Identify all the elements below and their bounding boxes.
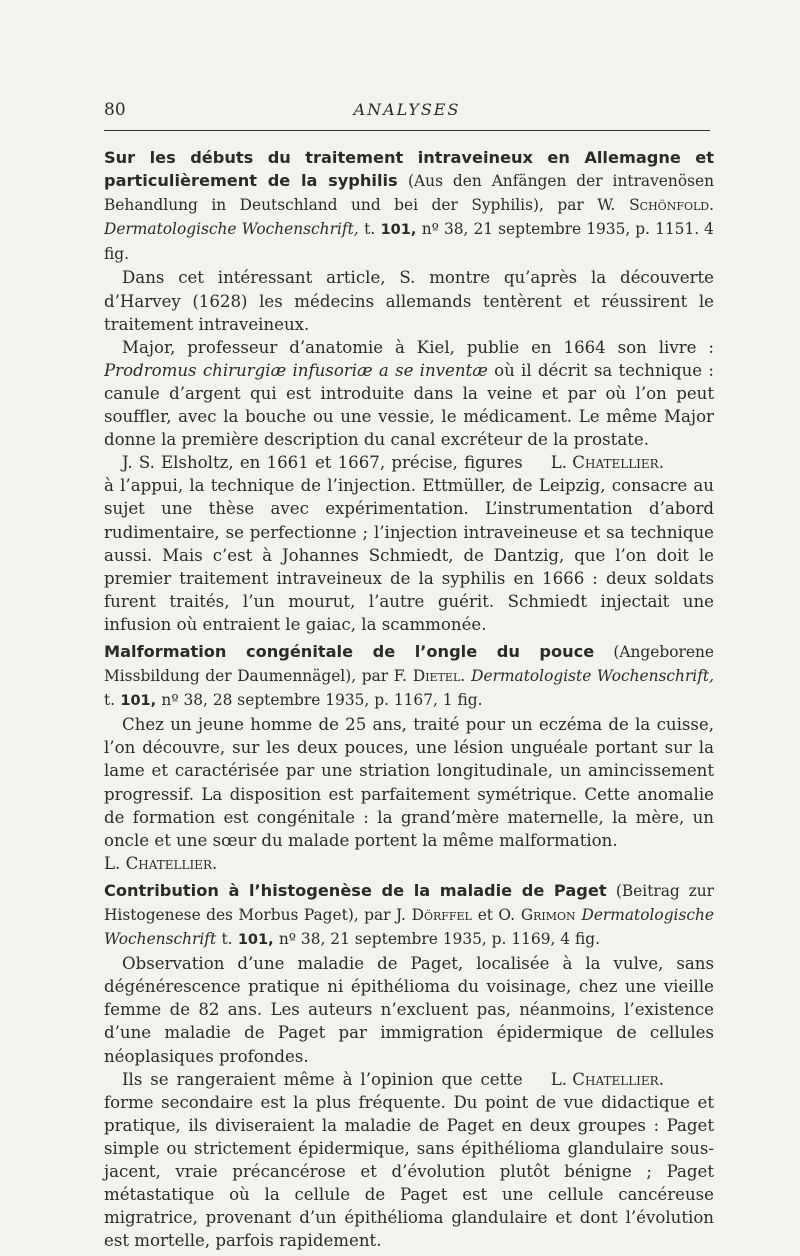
paragraph-text: J. S. Elsholtz, en 1661 et 1667, précise, figures à l’appui, la technique de l’injection. Ettmüller, de Leipzig, consacre au sujet une thèse avec expérimentation. L’instrumentation d’abord rudimentaire, se perfectionne ; l’injection intraveineuse et sa technique aussi. Mais c’est à Johannes Schmiedt, de Dantzig, que l’on doit le premier traitement intraveineux de la syphilis en 1666 : deux soldats furent traités, l’un mourut, l’autre guérit. Schmiedt injectait une infusion où entraient le gaiac, la scammonée. bbox=[104, 453, 714, 634]
page-content bbox=[104, 146, 714, 1256]
article-details: nº 38, 21 septembre 1935, p. 1169, 4 fig. bbox=[278, 930, 600, 949]
article-ref-mid: et O. bbox=[477, 906, 516, 924]
article-paragraph bbox=[104, 1068, 714, 1253]
page-number: 80 bbox=[104, 100, 126, 120]
article-journal: Dermatologische Wochenschrift bbox=[104, 906, 715, 949]
article-vol-prefix: t. bbox=[364, 220, 376, 239]
paragraph-text: Ils se rangeraient même à l’opinion que cette forme secondaire est la plus fréquente. Du point de vue didactique et pratique, ils diviseraient la maladie de Paget en deux groupes : Paget simple ou strictement épidermique, sans épithélioma glandulaire sous-jacent, vraie précancérose et d’évolution plutôt bénigne ; Paget métastatique où la cellule de Paget est une cellule cancéreuse migratrice, provenant d’un épithélioma glandulaire et dont l’évolution est mortelle, parfois rapidement. bbox=[104, 1069, 714, 1251]
article-journal: Dermatologiste Wochenschrift, bbox=[471, 667, 714, 686]
page-header bbox=[104, 100, 710, 122]
article-vol-prefix: t. bbox=[221, 930, 233, 949]
article-paragraph: Observation d’une maladie de Paget, localisée à la vulve, sans dégénérescence pratique ni épithélioma du voisinage, chez une vieille femme de 82 ans. Les auteurs n’excluent pas, néanmoins, l’existence d’une maladie de Paget par immigration épidermique de cellules néoplasiques profondes. bbox=[104, 954, 714, 1066]
article-heading bbox=[104, 146, 714, 266]
article-volume: 101, bbox=[237, 932, 274, 949]
article-2 bbox=[104, 640, 714, 875]
article-paragraph: Chez un jeune homme de 25 ans, traité pour un eczéma de la cuisse, l’on découvre, sur les deux pouces, une lésion unguéale portant sur la lame et caractérisée par une striation longitudinale, un amincissement progressif. La disposition est parfaitement symétrique. Cette anomalie de formation est congénitale : la grand’mère maternelle, la mère, un oncle et une sœur du malade portent la même malformation. bbox=[104, 715, 714, 850]
article-3 bbox=[104, 879, 714, 1253]
article-ref: (Beitrag zur Histogenese des Morbus Paget), par J. bbox=[104, 881, 714, 924]
article-title: Contribution à l’histogenèse de la maladie de Paget bbox=[104, 880, 607, 900]
article-author: Dietel. bbox=[412, 667, 466, 686]
article-heading bbox=[104, 879, 714, 952]
running-title: ANALYSES bbox=[353, 100, 461, 119]
article-details: nº 38, 28 septembre 1935, p. 1167, 1 fig. bbox=[161, 691, 483, 710]
article-details: nº 38, 21 septembre 1935, p. 1151. 4 fig. bbox=[104, 220, 714, 264]
signature: L. Chatellier. bbox=[104, 853, 218, 873]
article-vol-prefix: t. bbox=[104, 691, 116, 710]
header-rule bbox=[104, 130, 710, 131]
paragraph-text: où il décrit sa technique : canule d’argent qui est introduite dans la veine et par où l’on peut souffler, avec la bouche ou une vessie, le médicament. Le même Major donne la première description du canal excréteur de la prostate. bbox=[104, 360, 714, 450]
article-title: Sur les débuts du traitement intraveineux en Allemagne et particulièrement de la syphilis bbox=[104, 148, 714, 191]
signature: L. Chatellier. bbox=[550, 1069, 664, 1089]
article-volume: 101, bbox=[380, 222, 417, 239]
article-title: Malformation congénitale de l’ongle du pouce bbox=[104, 641, 595, 661]
book-title: Prodromus chirurgiæ infusoriæ a se inventæ bbox=[104, 360, 488, 380]
article-heading bbox=[104, 640, 714, 713]
article-author: Dörffel bbox=[411, 906, 472, 924]
article-paragraph bbox=[104, 336, 714, 451]
article-ref: (Aus den Anfängen der intravenösen Behandlung in Deutschland und bei der Syphilis), par W. bbox=[104, 172, 715, 215]
article-author: Grimon bbox=[520, 906, 576, 924]
article-journal: Dermatologische Wochenschrift, bbox=[104, 220, 359, 239]
article-paragraph: Dans cet intéressant article, S. montre qu’après la découverte d’Harvey (1628) les médecins allemands tentèrent et réussirent le traitement intraveineux. bbox=[104, 268, 714, 334]
article-1 bbox=[104, 146, 714, 636]
article-author: Schönfold. bbox=[629, 196, 714, 215]
article-volume: 101, bbox=[120, 693, 157, 710]
paragraph-text: Major, professeur d’anatomie à Kiel, publie en 1664 son livre : bbox=[122, 337, 714, 357]
article-paragraph bbox=[104, 451, 714, 636]
article-ref: (Angeborene Missbildung der Daumennägel), par F. bbox=[104, 642, 714, 686]
signature: L. Chatellier. bbox=[550, 453, 664, 473]
